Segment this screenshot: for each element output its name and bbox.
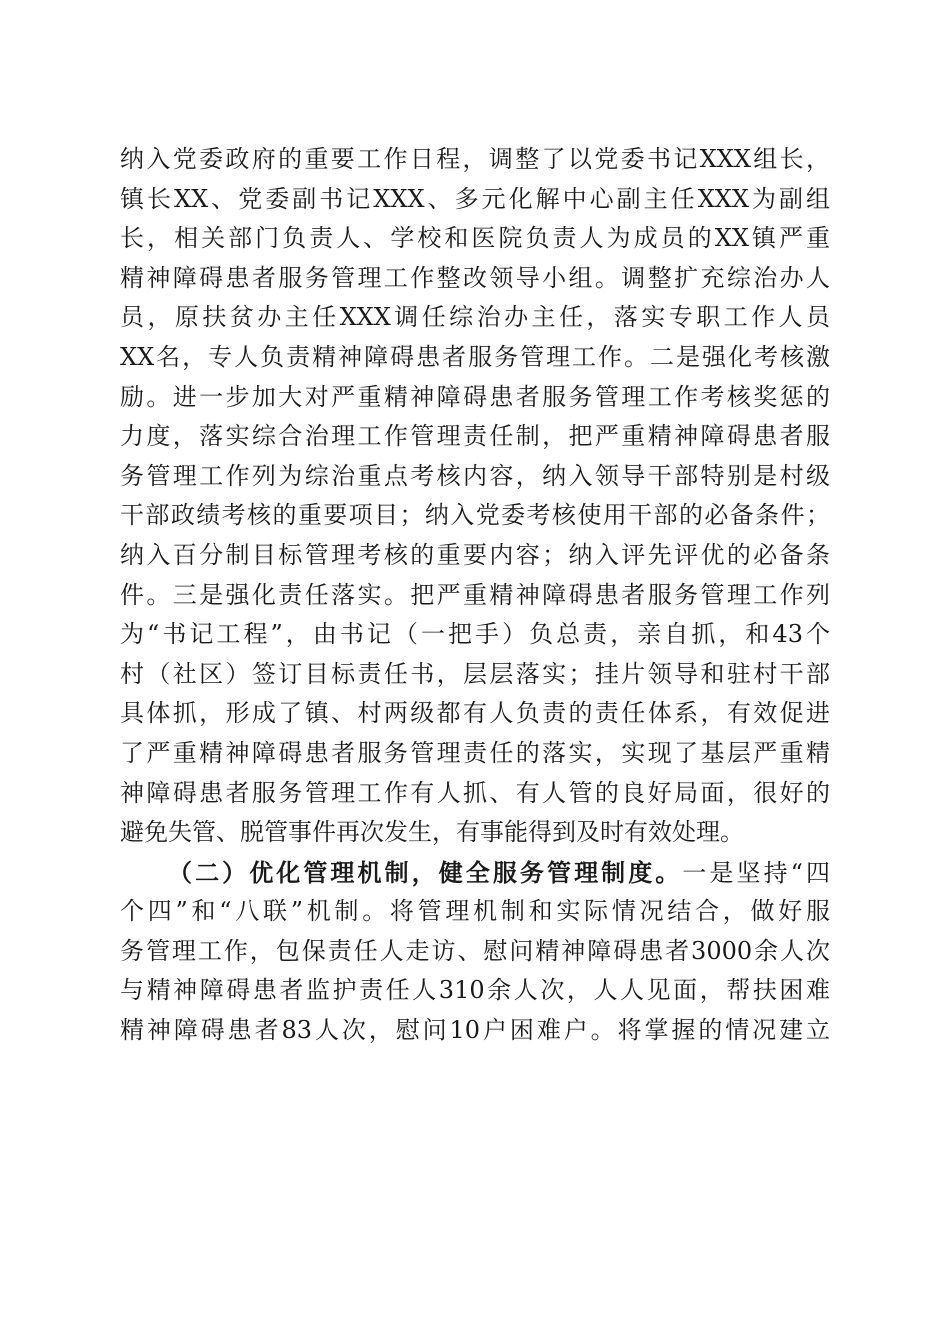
- text-line: 避免失管、脱管事件再次发生，有事能得到及时有效处理。: [120, 818, 744, 847]
- text-line: 员，原扶贫办主任XXX调任综治办主任，落实专职工作人员: [120, 303, 830, 332]
- text-line: 务管理工作，包保责任人走访、慰问精神障碍患者3000余人次: [120, 936, 830, 965]
- text-line: 务管理工作列为综治重点考核内容，纳入领导干部特别是村级: [120, 461, 830, 490]
- text-line: 具体抓，形成了镇、村两级都有人负责的责任体系，有效促进: [120, 699, 830, 728]
- section-2-heading: （二）优化管理机制，健全服务管理制度。: [168, 857, 683, 887]
- text-line: 为“书记工程”，由书记（一把手）负总责，亲自抓，和43个: [120, 620, 830, 649]
- section-2-first-rest: 一是坚持“四: [682, 858, 830, 887]
- text-line: 精神障碍患者服务管理工作整改领导小组。调整扩充综治办人: [120, 263, 830, 292]
- text-line: 件。三是强化责任落实。把严重精神障碍患者服务管理工作列: [120, 580, 830, 609]
- text-line: 与精神障碍患者监护责任人310余人次，人人见面，帮扶困难: [120, 976, 830, 1005]
- text-line: 力度，落实综合治理工作管理责任制，把严重精神障碍患者服: [120, 422, 830, 451]
- text-line: 了严重精神障碍患者服务管理责任的落实，实现了基层严重精: [120, 738, 830, 767]
- section-2-first-line: [120, 853, 830, 893]
- body-text: [120, 140, 830, 1051]
- text-line: 长，相关部门负责人、学校和医院负责人为成员的XX镇严重: [120, 224, 830, 253]
- text-line: 镇长XX、党委副书记XXX、多元化解中心副主任XXX为副组: [120, 184, 830, 213]
- text-line: 神障碍患者服务管理工作有人抓、有人管的良好局面，很好的: [120, 778, 830, 807]
- text-line: 干部政绩考核的重要项目；纳入党委考核使用干部的必备条件；: [120, 501, 830, 530]
- text-line: 精神障碍患者83人次，慰问10户困难户。将掌握的情况建立: [120, 1016, 830, 1045]
- text-line: 村（社区）签订目标责任书，层层落实；挂片领导和驻村干部: [120, 659, 830, 688]
- text-line: XX名，专人负责精神障碍患者服务管理工作。二是强化考核激: [120, 342, 830, 371]
- text-line: 纳入党委政府的重要工作日程，调整了以党委书记XXX组长，: [120, 145, 830, 173]
- text-line: 纳入百分制目标管理考核的重要内容；纳入评先评优的必备条: [120, 540, 830, 569]
- text-line: 励。进一步加大对严重精神障碍患者服务管理工作考核奖惩的: [120, 382, 830, 411]
- text-line: 个四”和“八联”机制。将管理机制和实际情况结合，做好服: [120, 897, 830, 926]
